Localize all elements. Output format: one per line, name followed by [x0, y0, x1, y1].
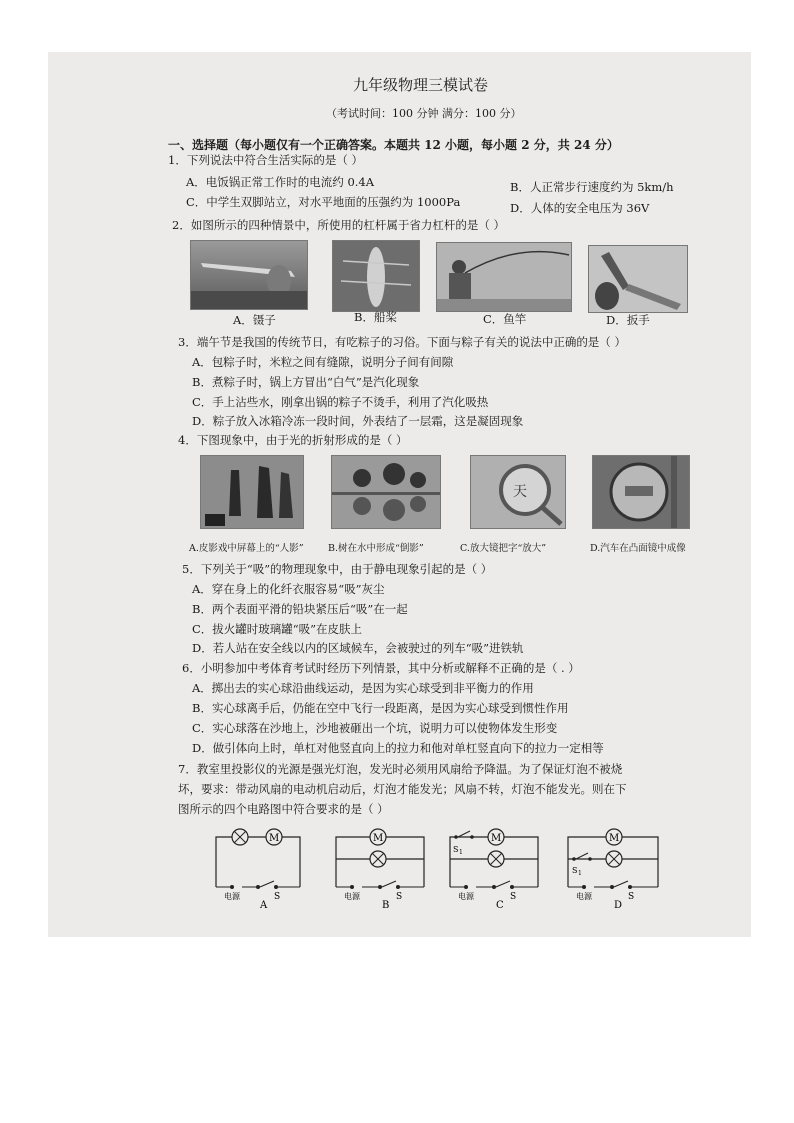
question-1-option-d: D．人体的安全电压为 36V — [510, 201, 650, 215]
svg-text:电源: 电源 — [224, 892, 240, 901]
exam-info: （考试时间：100 分钟 满分：100 分） — [326, 107, 522, 120]
question-6-option-b: B．实心球离手后，仍能在空中飞行一段距离，是因为实心球受到惯性作用 — [192, 701, 569, 715]
wrench-photo — [588, 245, 688, 313]
question-1-option-a: A．电饭锅正常工作时的电流约 0.4A — [186, 175, 375, 189]
q4-caption-c: C.放大镜把字“放大” — [460, 543, 547, 554]
svg-text:S: S — [628, 892, 635, 902]
question-3-option-d: D．粽子放入冰箱冷冻一段时间，外表结了一层霜，这是凝固现象 — [192, 414, 524, 428]
svg-text:C: C — [496, 900, 504, 909]
svg-text:A: A — [260, 900, 268, 909]
tweezers-photo — [190, 240, 308, 310]
tree-reflection-photo — [331, 455, 441, 529]
circuit-d — [560, 824, 666, 909]
rowing-photo — [332, 240, 420, 312]
question-6-option-d: D．做引体向上时，单杠对他竖直向上的拉力和他对单杠竖直向下的拉力一定相等 — [192, 741, 604, 755]
q2-caption-d: D．扳手 — [606, 313, 650, 327]
svg-text:D: D — [614, 900, 623, 909]
page-title: 九年级物理三模试卷 — [353, 76, 489, 94]
question-1-stem: 1．下列说法中符合生活实际的是（ ） — [168, 153, 363, 167]
question-1-option-c: C．中学生双脚站立，对水平地面的压强约为 1000Pa — [186, 195, 461, 209]
svg-text:S: S — [396, 892, 403, 902]
question-5-option-d: D．若人站在安全线以内的区域候车，会被驶过的列车“吸”进铁轨 — [192, 641, 524, 655]
q2-caption-c: C．鱼竿 — [483, 312, 527, 326]
q2-caption-a: A．镊子 — [233, 313, 276, 327]
question-7-stem-line-1: 7．教室里投影仪的光源是强光灯泡，发光时必须用风扇给予降温。为了保证灯泡不被烧 — [178, 762, 623, 776]
question-2-stem: 2．如图所示的四种情景中，所使用的杠杆属于省力杠杆的是（ ） — [172, 218, 505, 232]
svg-text:电源: 电源 — [458, 892, 474, 901]
svg-text:1: 1 — [578, 870, 582, 877]
svg-text:天: 天 — [513, 484, 527, 500]
svg-text:B: B — [382, 900, 390, 909]
q2-caption-b: B．船桨 — [354, 310, 397, 324]
question-6-stem: 6．小明参加中考体育考试时经历下列情景，其中分析或解释不正确的是（ . ） — [182, 661, 580, 675]
svg-text:电源: 电源 — [576, 892, 592, 901]
svg-text:M: M — [609, 833, 620, 844]
question-4-stem: 4．下图现象中，由于光的折射形成的是（ ） — [178, 433, 408, 447]
convex-mirror-photo — [592, 455, 690, 529]
question-7-stem-line-2: 坏，要求：带动风扇的电动机启动后，灯泡才能发光；风扇不转，灯泡不能发光。则在下 — [178, 782, 627, 796]
q4-caption-b: B.树在水中形成“倒影” — [328, 543, 424, 554]
svg-text:S: S — [510, 892, 517, 902]
circuit-a — [208, 827, 308, 909]
shadow-puppet-photo — [200, 455, 304, 529]
question-3-option-b: B．煮粽子时，锅上方冒出“白气”是汽化现象 — [192, 375, 420, 389]
section-heading: 一、选择题（每小题仅有一个正确答案。本题共 12 小题，每小题 2 分，共 24 分） — [168, 138, 619, 152]
circuit-b — [328, 827, 432, 909]
q4-caption-a: A.皮影戏中屏幕上的“人影” — [189, 543, 304, 554]
question-5-stem: 5．下列关于“吸”的物理现象中，由于静电现象引起的是（ ） — [182, 562, 493, 576]
fishing-photo — [436, 242, 572, 312]
question-3-option-a: A．包粽子时，米粒之间有缝隙，说明分子间有间隙 — [192, 355, 454, 369]
question-1-option-b: B．人正常步行速度约为 5km/h — [510, 180, 674, 194]
q4-caption-d: D.汽车在凸面镜中成像 — [590, 543, 686, 554]
svg-text:M: M — [373, 833, 384, 844]
question-6-option-c: C．实心球落在沙地上，沙地被砸出一个坑，说明力可以使物体发生形变 — [192, 721, 558, 735]
question-5-option-b: B．两个表面平滑的铅块紧压后“吸”在一起 — [192, 602, 408, 616]
exam-paper — [48, 52, 751, 937]
question-5-option-a: A．穿在身上的化纤衣服容易“吸”灰尘 — [192, 582, 385, 596]
svg-text:M: M — [491, 833, 502, 844]
svg-text:电源: 电源 — [344, 892, 360, 901]
question-5-option-c: C．拔火罐时玻璃罐“吸”在皮肤上 — [192, 622, 363, 636]
svg-text:S: S — [453, 845, 459, 854]
svg-text:1: 1 — [459, 849, 463, 856]
svg-text:M: M — [269, 833, 280, 844]
question-3-stem: 3．端午节是我国的传统节日，有吃粽子的习俗。下面与粽子有关的说法中正确的是（ ） — [178, 335, 626, 349]
circuit-c — [442, 824, 546, 909]
svg-text:S: S — [274, 892, 281, 902]
question-6-option-a: A．掷出去的实心球沿曲线运动，是因为实心球受到非平衡力的作用 — [192, 681, 534, 695]
question-7-stem-line-3: 图所示的四个电路图中符合要求的是（ ） — [178, 802, 389, 816]
question-3-option-c: C．手上沾些水，刚拿出锅的粽子不烫手，利用了汽化吸热 — [192, 395, 489, 409]
magnifier-photo — [470, 455, 566, 529]
svg-text:S: S — [572, 866, 578, 875]
